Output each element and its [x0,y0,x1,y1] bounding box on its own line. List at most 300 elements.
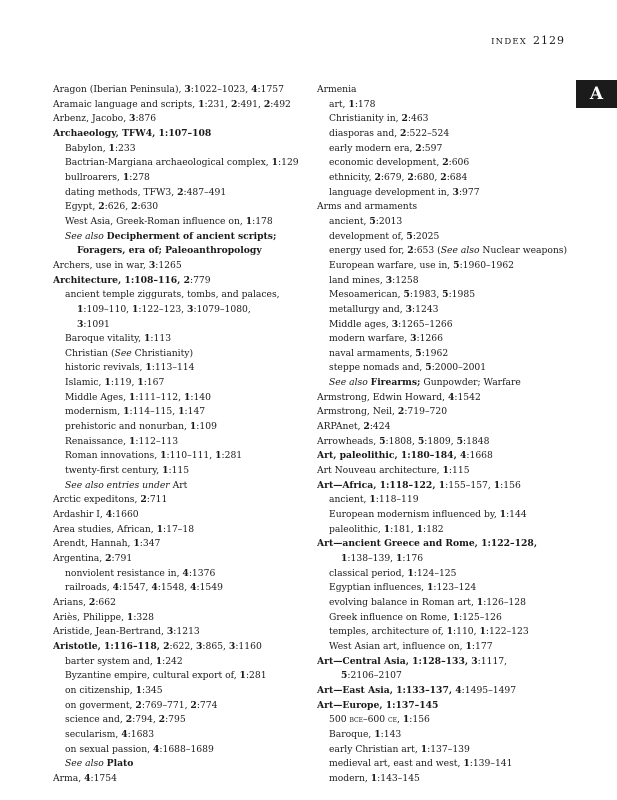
entry-text: :125–126 [459,611,502,623]
entry-text: :794, [132,714,159,726]
entry-text: 1 [245,215,253,227]
entry-text: Mesoamerican, [329,289,404,301]
entry-text: :138–139, [347,553,397,564]
entry-text: Art Nouveau architecture, [317,465,443,477]
index-subentry [53,332,315,347]
entry-text: 3, [165,186,178,198]
entry-text: Christianity in, [329,113,402,125]
entry-text: 3 [148,259,156,271]
entry-text: 1 [427,582,434,594]
index-subentry [317,142,579,157]
entry-text: :118–119 [375,494,419,506]
entry-text: :113–114 [151,362,195,374]
entry-text: :137–139 [427,743,470,755]
entry-text: 3 [196,640,203,652]
entry-text: Aristotle, 1:116–118, [53,640,164,652]
entry-text: :679, [380,171,408,183]
entry-text: 500 [329,714,350,726]
entry-text: nonviolent resistance in, [65,567,183,579]
entry-text: 1 [438,479,446,491]
entry-text: :1243 [412,303,439,315]
entry-text: diasporas and, [329,127,401,139]
entry-text: :281 [221,450,243,462]
entry-text: :115 [168,465,190,477]
index-entry [53,112,315,127]
entry-text: 3 [184,84,191,95]
index-column-right [317,83,579,787]
entry-text: 2 [183,274,190,286]
entry-text: Bactrian-Margiana archaeological complex, [65,157,272,169]
index-subentry [317,508,579,523]
index-subentry [53,376,315,391]
index-entry [53,274,315,289]
entry-text: ancient, [329,215,370,227]
index-subentry [53,757,315,772]
entry-text: Armstrong, Edwin Howard, [317,391,448,403]
index-entry [317,699,579,714]
entry-text: economic development, [329,157,443,169]
entry-text: Decipherment of ancient scripts; [106,230,277,242]
index-subentry [53,230,315,245]
entry-text: development of, [329,230,407,242]
entry-text: on citizenship, [65,684,136,696]
entry-text: :719–720 [404,406,448,418]
entry-text: :278 [129,171,150,183]
entry-text: :113 [150,333,172,345]
entry-text: European warfare, use in, [329,259,454,271]
entry-text: Roman innovations, [65,450,161,462]
entry-text: :144 [506,509,527,521]
entry-text: Egyptian influences, [329,582,427,594]
index-subentry [53,420,315,435]
index-entry [53,493,315,508]
entry-text: 4 [105,509,113,521]
index-subentry [317,274,579,289]
entry-text: 2 [407,245,414,257]
entry-text: 5 [425,362,432,374]
entry-text: :2013 [375,215,403,227]
entry-text: Armenia [317,84,357,95]
entry-text: bullroarers, [65,171,123,183]
entry-text: 3 [385,274,393,286]
index-subentry [53,186,315,201]
entry-text: :109–110, [83,303,133,315]
entry-text: Renaissance, [65,435,129,447]
entry-text: 1 [370,772,378,784]
entry-text: 1 [239,670,246,682]
index-subentry [317,493,579,508]
index-entry [317,391,579,406]
entry-text: 1 [463,758,470,770]
entry-text: :711 [146,494,168,506]
entry-text: medieval art, east and west, [329,758,464,770]
entry-text: Armstrong, Neil, [317,406,398,418]
entry-text: :1495–1497 [461,684,517,696]
entry-text: :112–113 [135,435,179,447]
entry-text: 1 [407,567,414,579]
entry-text: :345 [141,684,163,696]
entry-text: paleolithic, [329,523,384,535]
entry-text: :1757 [257,84,284,95]
entry-text: Art—Africa, 1:118–122, [317,479,439,491]
entry-text: :662 [95,596,116,608]
entry-text: :680, [413,171,441,183]
entry-text: See also [329,377,371,389]
entry-text: Christian ( [65,347,115,359]
entry-text: :143 [380,728,402,740]
index-entry [53,625,315,640]
entry-text: ancient temple ziggurats, tombs, and palaces, [65,289,280,301]
entry-text: 2 [400,127,407,139]
index-subentry [53,215,315,230]
entry-text: Islamic, [65,377,105,389]
page-number: 2129 [533,34,565,47]
entry-text: naval armaments, [329,347,416,359]
index-entry [317,655,579,670]
entry-text: :1960–1962 [459,259,515,271]
entry-text: Gunpowder; Warfare [420,377,521,389]
entry-text: European modernism influenced by, [329,509,500,521]
entry-text: Egypt, [65,201,99,213]
entry-text: 1 [442,465,449,477]
entry-text: :126–128 [483,596,526,608]
entry-text: :653 ( [413,245,441,257]
entry-text: 4 [455,684,462,696]
index-entry [317,479,579,494]
entry-text: 1 [128,391,136,403]
entry-text: :122–123, [138,303,188,315]
entry-text: 1 [155,655,163,667]
entry-text: 1 [420,743,428,755]
index-entry [317,537,579,552]
entry-text: , [397,714,403,726]
entry-text: 1 [77,303,84,315]
entry-text: :17–18 [163,523,195,535]
entry-text: See also [65,230,107,242]
index-subentry [317,581,579,596]
entry-text: ce [388,714,398,726]
entry-text: :491, [237,98,264,110]
entry-text: Middle ages, [329,318,392,330]
entry-text: Arendt, Hannah, [53,538,134,550]
index-subentry [317,303,579,318]
entry-text: 3 [471,655,478,667]
entry-text: :1688–1689 [159,743,214,755]
entry-text: Ardashir I, [53,509,106,521]
entry-text: 2 [177,186,184,198]
entry-text: 1 [122,171,130,183]
entry-text: 1 [416,523,423,535]
entry-text: :328 [133,611,154,623]
entry-text: 2 [397,406,405,418]
entry-text: :110–111, [166,450,216,462]
index-subentry [53,156,315,171]
section-letter-tab [576,80,617,108]
entry-text: :779 [189,274,211,286]
entry-text: Aristide, Jean-Bertrand, [53,626,167,638]
entry-text: steppe nomads and, [329,362,426,374]
entry-text: Arms and armaments [317,201,418,213]
entry-text: :1022–1023, [190,84,252,95]
entry-text: 2 [88,596,96,608]
entry-text: land mines, [329,274,386,286]
index-subentry [53,361,315,376]
entry-text: 3 [391,318,399,330]
entry-text: 2 [401,113,408,125]
entry-text: :242 [162,655,183,667]
entry-text: Babylon, [65,142,109,154]
index-entry [317,684,579,699]
index-subentry [317,318,579,333]
entry-text: :1117, [477,655,508,667]
index-subentry [317,713,579,728]
index-subentry [317,596,579,611]
entry-text: 5 [417,435,425,447]
entry-text: :231, [204,98,231,110]
entry-text: :463 [407,113,429,125]
index-subentry [53,244,315,259]
entry-text: 2 [163,640,170,652]
entry-text: 1 [108,142,115,154]
entry-text: Middle Ages, [65,391,129,403]
entry-text: 3 [166,626,174,638]
entry-text: :1985 [448,289,476,301]
entry-text: :1091 [83,318,110,330]
entry-text: :2000–2001 [431,362,487,374]
entry-text: :522–524 [406,127,450,139]
index-subentry [53,347,315,362]
entry-text: 4 [251,84,258,95]
entry-text: metallurgy and, [329,303,406,315]
index-entry [53,508,315,523]
index-entry [53,596,315,611]
entry-text: 1 [160,450,167,462]
index-subentry [317,156,579,171]
entry-text: 4 [151,582,158,594]
entry-text: :1808, [385,435,418,447]
index-subentry [53,318,315,333]
entry-text: See also entries under [65,479,173,491]
index-entry [317,420,579,435]
entry-text: Nuclear weapons) [479,245,568,257]
index-subentry [317,127,579,142]
entry-text: 2 [125,714,133,726]
entry-text: :1660 [112,509,139,521]
entry-text: 2 [263,98,271,110]
entry-text: :1266 [416,333,443,345]
entry-text: art, [329,98,349,110]
entry-text: 5 [406,230,413,242]
entry-text: historic revivals, [65,362,146,374]
index-subentry [317,244,579,259]
entry-text: 4 [190,582,197,594]
entry-text: ethnicity, [329,171,375,183]
entry-text: :865, [202,640,229,652]
index-subentry [317,625,579,640]
entry-text: 4 [121,728,128,740]
entry-text: Arrowheads, [317,435,380,447]
entry-text: :1683 [127,728,155,740]
index-subentry [53,669,315,684]
entry-text: 1 [465,640,472,652]
entry-text: 3 [77,318,84,330]
entry-text: 1 [198,98,205,110]
entry-text: 1 [123,406,130,418]
entry-text: :2106–2107 [347,670,402,682]
index-subentry [317,288,579,303]
entry-text: 2 [407,171,414,183]
entry-text: barter system and, [65,655,156,667]
entry-text: ancient, [329,494,370,506]
entry-text: 5 [456,435,463,447]
entry-text: railroads, [65,582,113,594]
index-subentry [53,567,315,582]
entry-text: evolving balance in Roman art, [329,596,477,608]
entry-text: 2 [135,699,142,711]
index-subentry [53,449,315,464]
entry-text: :1983, [409,289,443,301]
entry-text: Aramaic language and scripts, [53,98,199,110]
index-column-left [53,83,315,787]
entry-text: 1 [493,479,501,491]
index-subentry [317,669,579,684]
entry-text: West Asian art, influence on, [329,640,466,652]
entry-text: Area studies, African, [53,523,157,535]
index-subentry [317,757,579,772]
entry-text: 1 [348,98,355,110]
index-entry [317,405,579,420]
index-subentry [53,391,315,406]
entry-text: 2 [442,157,449,169]
entry-text: 3 [452,186,459,198]
entry-text: Art, paleolithic, 1:180–184, [317,450,460,462]
index-subentry [317,376,579,391]
index-subentry [317,772,579,787]
entry-text: See also [65,758,107,770]
index-subentry [53,479,315,494]
index-subentry [317,98,579,113]
entry-text: :977 [458,186,480,198]
index-entry [53,552,315,567]
index-subentry [53,655,315,670]
entry-text: :233 [114,142,136,154]
entry-text: :606 [448,157,470,169]
entry-text: :156 [500,479,521,491]
entry-text: :597 [421,142,443,154]
entry-text: Byzantine empire, cultural export of, [65,670,240,682]
entry-text: classical period, [329,567,408,579]
entry-text: 2 [440,171,447,183]
index-subentry [317,171,579,186]
entry-text: :2025 [412,230,440,242]
entry-text: 1 [215,450,222,462]
index-subentry [317,112,579,127]
entry-text: :424 [369,421,391,433]
entry-text: :1548, [157,582,191,594]
index-entry [53,259,315,274]
entry-text: 1 [162,465,169,477]
entry-text: 2 [190,699,197,711]
entry-text: language development in, [329,186,453,198]
index-subentry [317,186,579,201]
entry-text: :143–145 [377,772,420,784]
index-subentry [317,259,579,274]
entry-text: 5 [341,670,348,682]
index-subentry [53,713,315,728]
entry-text: :1079–1080, [193,303,251,315]
index-entry [53,83,315,98]
entry-text: 2 [374,171,381,183]
entry-text: :347 [139,538,161,550]
entry-text: :622, [169,640,197,652]
entry-text: Plato [106,758,134,770]
entry-text: 5 [453,259,460,271]
entry-text: Aragon (Iberian Peninsula), [53,84,185,95]
entry-text: 1 [144,333,151,345]
entry-text: 4 [112,582,119,594]
index-subentry [53,743,315,758]
entry-text: early modern era, [329,142,416,154]
entry-text: modern warfare, [329,333,411,345]
entry-text: 2 [98,201,105,213]
entry-text: secularism, [65,728,122,740]
entry-text: bce [349,714,363,726]
entry-text: –600 [362,714,389,726]
entry-text: 3 [129,113,136,125]
entry-text: 2 [230,98,238,110]
entry-text: temples, architecture of, [329,626,447,638]
entry-text: :684 [446,171,468,183]
index-subentry [317,728,579,743]
entry-text: Art [172,479,188,491]
entry-text: on sexual passion, [65,743,153,755]
entry-text: :1754 [90,772,117,784]
entry-text: :156 [409,714,430,726]
index-subentry [317,523,579,538]
entry-text: Firearms; [370,377,421,389]
entry-text: :119, [110,377,138,389]
entry-text: 2 [131,201,138,213]
entry-text: Christianity) [131,347,194,359]
entry-text: Foragers, era of; Paleoanthropology [77,245,262,257]
entry-text: :147 [184,406,206,418]
index-subentry [53,728,315,743]
entry-text: 5 [379,435,386,447]
entry-text: 3 [228,640,236,652]
index-subentry [317,347,579,362]
entry-text: science and, [65,714,126,726]
entry-text: :774 [196,699,218,711]
index-subentry [317,332,579,347]
entry-text: 1 [446,626,454,638]
entry-text: :795 [165,714,186,726]
entry-text: 1 [374,728,381,740]
index-subentry [53,435,315,450]
index-subentry [53,684,315,699]
entry-text: 1 [479,626,486,638]
index-entry [53,98,315,113]
entry-text: :167 [143,377,165,389]
entry-text: :492 [270,98,291,110]
index-entry [53,523,315,538]
entry-text: :178 [252,215,273,227]
entry-text: 1 [178,406,185,418]
index-subentry [53,142,315,157]
entry-text: :1962 [421,347,449,359]
entry-text: Archaeology, TFW4, 1:107–108 [53,127,212,139]
entry-text: Art—Central Asia, 1:128–133, [317,655,472,667]
entry-text: :791 [111,553,133,564]
